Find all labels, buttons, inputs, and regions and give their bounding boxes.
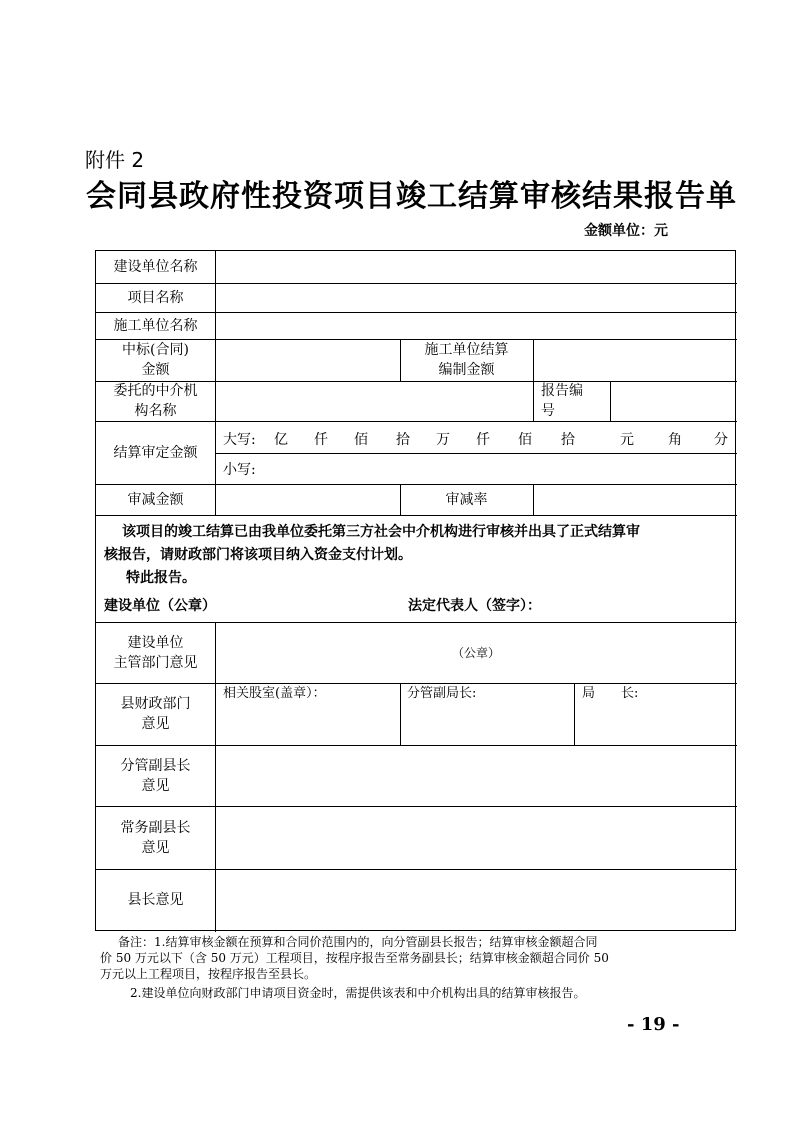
exec-vice-magistrate-field[interactable] <box>216 807 736 868</box>
capital-unit: 拾 <box>396 432 410 448</box>
label-dept-opinion: 建设单位 主管部门意见 <box>113 634 198 671</box>
label-reduction: 审减金额 <box>127 491 184 508</box>
settlement-report-form <box>95 250 736 931</box>
label-bid-amount: 中标(合同) 金额 <box>122 342 189 378</box>
seal-placeholder[interactable] <box>216 623 736 682</box>
capital-unit: 仟 <box>476 432 490 448</box>
lowercase-prefix: 小写: <box>223 462 256 478</box>
contractor-field[interactable] <box>216 313 736 338</box>
label-contractor: 施工单位名称 <box>113 317 198 334</box>
finance-deputy-label: 分管副局长: <box>407 686 477 701</box>
capital-unit: 佰 <box>354 432 368 448</box>
reduction-field[interactable] <box>216 485 399 514</box>
label-builder: 建设单位名称 <box>113 259 198 275</box>
label-finance-opinion: 县财政部门 意见 <box>120 696 191 732</box>
form-title: 会同县政府性投资项目竣工结算审核结果报告单 <box>86 179 737 214</box>
reduction-rate-field[interactable] <box>534 485 736 514</box>
finance-section-label: 相关股室(盖章）： <box>223 686 326 701</box>
project-field[interactable] <box>216 284 736 311</box>
bid-amount-field[interactable] <box>216 340 399 380</box>
capital-unit: 角 <box>668 432 682 448</box>
capital-prefix: 大写: <box>223 432 256 448</box>
capital-unit: 亿 <box>274 432 288 448</box>
label-settlement: 结算审定金额 <box>113 444 198 461</box>
statement-closing: 特此报告。 <box>126 570 196 586</box>
capital-unit: 元 <box>620 432 634 448</box>
label-magistrate: 县长意见 <box>127 892 184 908</box>
label-reduction-rate: 审减率 <box>445 491 488 508</box>
label-vice-magistrate: 分管副县长 意见 <box>120 757 191 794</box>
magistrate-field[interactable] <box>216 870 736 931</box>
capital-unit: 佰 <box>518 432 532 448</box>
attachment-label: 附件 2 <box>85 148 145 172</box>
capital-unit: 拾 <box>561 432 575 448</box>
capital-unit: 仟 <box>314 432 328 448</box>
label-project: 项目名称 <box>127 289 184 306</box>
statement-line: 该项目的竣工结算已由我单位委托第三方社会中介机构进行审核并出具了正式结算审 <box>122 524 640 540</box>
note-line: 2.建设单位向财政部门申请项目资金时，需提供该表和中介机构出具的结算审核报告。 <box>130 986 586 1000</box>
statement-line: 核报告，请财政部门将该项目纳入资金支付计划。 <box>104 547 412 563</box>
label-report-no: 报告编 号 <box>541 383 583 419</box>
label-agency: 委托的中介机 构名称 <box>113 383 198 419</box>
capital-unit: 分 <box>714 432 728 448</box>
legal-rep-signature-label: 法定代表人（签字）： <box>408 598 541 614</box>
finance-director-label: 局 长: <box>582 686 639 701</box>
capital-unit: 万 <box>436 432 450 448</box>
note-line: 备注：1.结算审核金额在预算和合同价范围内的，向分管副县长报告；结算审核金额超合同 <box>118 935 598 949</box>
note-line: 万元以上工程项目，按程序报告至县长。 <box>100 967 317 981</box>
note-line: 价 50 万元以下（含 50 万元）工程项目，按程序报告至常务副县长；结算审核金额超合同价 50 <box>100 951 609 965</box>
label-contractor-settlement: 施工单位结算 编制金额 <box>424 342 509 378</box>
contractor-settlement-field[interactable] <box>534 340 736 380</box>
agency-field[interactable] <box>216 382 532 420</box>
page-number: - 19 - <box>627 1014 680 1035</box>
amount-unit: 金额单位：元 <box>584 223 668 239</box>
seal-text: （公章） <box>451 645 500 660</box>
label-exec-vice-magistrate: 常务副县长 意见 <box>120 819 191 856</box>
builder-field[interactable] <box>216 252 736 282</box>
vice-magistrate-field[interactable] <box>216 746 736 805</box>
report-no-field[interactable] <box>611 382 736 420</box>
builder-seal-label: 建设单位（公章） <box>104 598 216 614</box>
